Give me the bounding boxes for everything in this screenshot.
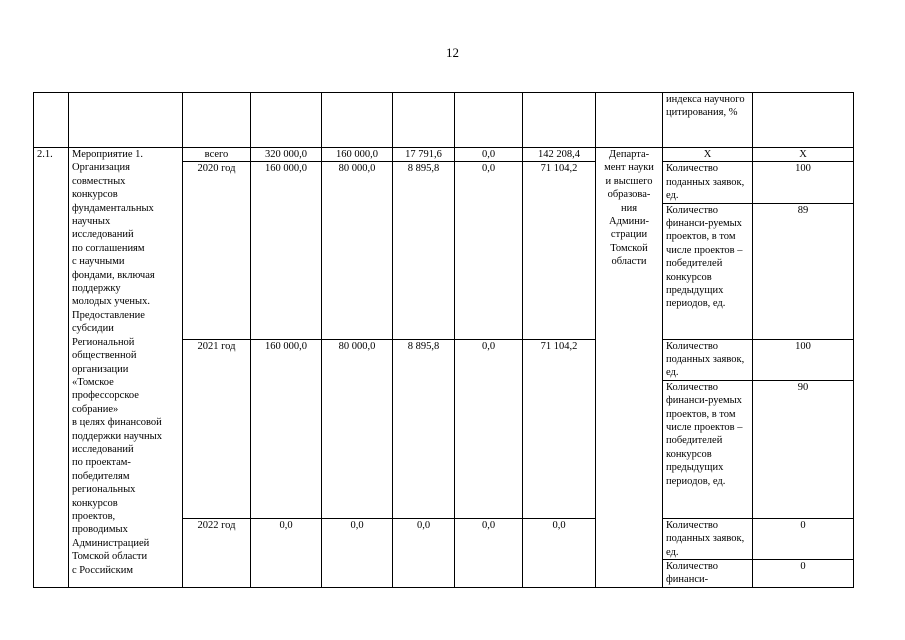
value-cell: 71 104,2 (523, 162, 596, 339)
value-cell: 80 000,0 (322, 162, 393, 339)
indicator-value: Х (753, 148, 854, 162)
value-cell: 160 000,0 (322, 148, 393, 162)
page-number: 12 (446, 45, 459, 60)
indicator-cell: индекса научного цитирования, % (663, 93, 753, 148)
value-cell: 0,0 (393, 518, 455, 587)
indicator-cell: Количество поданных заявок, ед. (663, 518, 753, 559)
table-row-total (34, 148, 854, 162)
indicator-cell: Количество поданных заявок, ед. (663, 339, 753, 380)
value-cell: 0,0 (455, 339, 523, 518)
indicator-value: 0 (753, 518, 854, 559)
executor-cell: Департа- мент науки и высшего образова- ния Админи- страции Томской области (596, 148, 663, 588)
indicator-cell: Х (663, 148, 753, 162)
period-cell: 2020 год (183, 162, 251, 339)
indicator-cell: Количество поданных заявок, ед. (663, 162, 753, 203)
program-table (33, 92, 854, 588)
activity-description: Мероприятие 1. Организация совместных конкурсов фундаментальных научных исследований по соглашениям с научными фондами, включая поддержку молодых ученых. Предоставление субсидии Региональной общественной организации «Томское профессорское собрание» в целях финансовой поддержки научных исследований по проектам- победителям региональных конкурсов проектов, проводимых Администрацией Томской области с Российским (69, 148, 183, 588)
value-cell: 142 208,4 (523, 148, 596, 162)
activity-number: 2.1. (34, 148, 69, 588)
indicator-value: 89 (753, 203, 854, 339)
period-cell: 2021 год (183, 339, 251, 518)
indicator-cell: Количество финанси-руемых проектов, в том числе проектов – победителей конкурсов предыдущих периодов, ед. (663, 203, 753, 339)
value-cell: 8 895,8 (393, 162, 455, 339)
value-cell: 17 791,6 (393, 148, 455, 162)
indicator-value: 0 (753, 560, 854, 588)
value-cell: 0,0 (455, 162, 523, 339)
value-cell: 320 000,0 (251, 148, 322, 162)
value-cell: 0,0 (523, 518, 596, 587)
period-cell: всего (183, 148, 251, 162)
value-cell: 0,0 (322, 518, 393, 587)
continuation-row (34, 93, 854, 148)
value-cell: 71 104,2 (523, 339, 596, 518)
value-cell: 160 000,0 (251, 162, 322, 339)
value-cell: 160 000,0 (251, 339, 322, 518)
value-cell: 0,0 (455, 148, 523, 162)
value-cell: 0,0 (251, 518, 322, 587)
value-cell: 8 895,8 (393, 339, 455, 518)
indicator-value: 100 (753, 162, 854, 203)
value-cell: 0,0 (455, 518, 523, 587)
indicator-cell: Количество финанси-руемых проектов, в том числе проектов – победителей конкурсов предыдущих периодов, ед. (663, 380, 753, 518)
indicator-value: 100 (753, 339, 854, 380)
indicator-value: 90 (753, 380, 854, 518)
indicator-cell: Количество финанси- (663, 560, 753, 588)
period-cell: 2022 год (183, 518, 251, 587)
value-cell: 80 000,0 (322, 339, 393, 518)
